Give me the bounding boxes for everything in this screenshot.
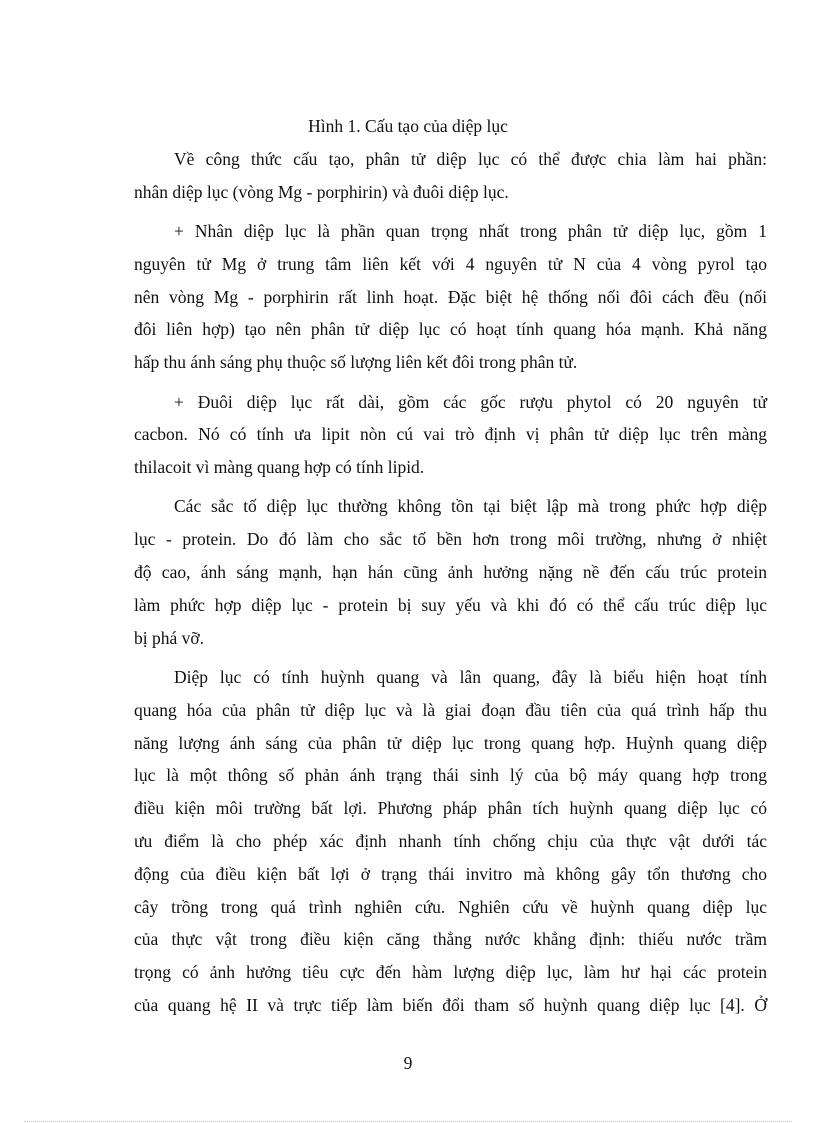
text-line: cây trồng trong quá trình nghiên cứu. Nghiên cứu về huỳnh quang diệp lục — [134, 896, 767, 917]
text-line: làm phức hợp diệp lục - protein bị suy yếu và khi đó có thể cấu trúc diệp lục — [134, 594, 767, 615]
text-line: hấp thu ánh sáng phụ thuộc số lượng liên kết đôi trong phân tử. — [134, 352, 578, 373]
text-line: của quang hệ II và trực tiếp làm biến đổi tham số huỳnh quang diệp lục [4]. Ở — [134, 994, 767, 1015]
figure-caption: Hình 1. Cấu tạo của diệp lục — [308, 116, 508, 136]
text-line: nên vòng Mg - porphirin rất linh hoạt. Đặc biệt hệ thống nối đôi cách đều (nối — [134, 286, 767, 307]
text-line: Diệp lục có tính huỳnh quang và lân quang, đây là biểu hiện hoạt tính — [174, 666, 767, 687]
text-line: đôi liên hợp) tạo nên phân tử diệp lục có hoạt tính quang hóa mạnh. Khả năng — [134, 319, 767, 340]
text-line: bị phá vỡ. — [134, 627, 205, 648]
text-line: + Nhân diệp lục là phần quan trọng nhất trong phân tử diệp lục, gồm 1 — [174, 221, 767, 242]
text-line: lục là một thông số phản ánh trạng thái sinh lý của bộ máy quang hợp trong — [134, 765, 767, 786]
page-number: 9 — [403, 1053, 413, 1073]
text-line: lục - protein. Do đó làm cho sắc tố bền hơn trong môi trường, nhưng ở nhiệt — [134, 529, 767, 550]
text-line: độ cao, ánh sáng mạnh, hạn hán cũng ảnh hưởng nặng nề đến cấu trúc protein — [134, 562, 767, 583]
text-line: Các sắc tố diệp lục thường không tồn tại biệt lập mà trong phức hợp diệp — [174, 496, 767, 517]
text-line: + Đuôi diệp lục rất dài, gồm các gốc rượu phytol có 20 nguyên tử — [174, 391, 767, 412]
text-line: điều kiện môi trường bất lợi. Phương pháp phân tích huỳnh quang diệp lục có — [134, 798, 767, 819]
paragraph-structure-overview — [134, 143, 767, 209]
paragraph-chlorophyll-nucleus — [134, 215, 767, 379]
text-line: cacbon. Nó có tính ưa lipit nòn cú vai trò định vị phân tử diệp lục trên màng — [134, 424, 767, 445]
text-line: nhân diệp lục (vòng Mg - porphirin) và đuôi diệp lục. — [134, 181, 509, 202]
text-line: quang hóa của phân tử diệp lục và là giai đoạn đầu tiên của quá trình hấp thu — [134, 699, 767, 720]
page-bottom-divider — [24, 1121, 792, 1122]
text-line: Về công thức cấu tạo, phân tử diệp lục có thể được chia làm hai phần: — [174, 149, 767, 169]
paragraph-pigment-protein-complex — [134, 490, 767, 654]
text-line: năng lượng ánh sáng của phân tử diệp lục trong quang hợp. Huỳnh quang diệp — [134, 732, 767, 753]
text-line: trọng có ảnh hưởng tiêu cực đến hàm lượng diệp lục, làm hư hại các protein — [134, 962, 767, 983]
body-text — [134, 143, 767, 1028]
text-line: ưu điểm là cho phép xác định nhanh tính chống chịu của thực vật dưới tác — [134, 830, 767, 851]
text-line: động của điều kiện bất lợi ở trạng thái invitro mà không gây tổn thương cho — [134, 863, 767, 884]
paragraph-chlorophyll-tail — [134, 386, 767, 484]
paragraph-fluorescence — [134, 661, 767, 1022]
text-line: của thực vật trong điều kiện căng thẳng nước khẳng định: thiếu nước trầm — [134, 929, 767, 950]
text-line: nguyên tử Mg ở trung tâm liên kết với 4 nguyên tử N của 4 vòng pyrol tạo — [134, 253, 767, 274]
text-line: thilacoit vì màng quang hợp có tính lipid. — [134, 457, 425, 478]
